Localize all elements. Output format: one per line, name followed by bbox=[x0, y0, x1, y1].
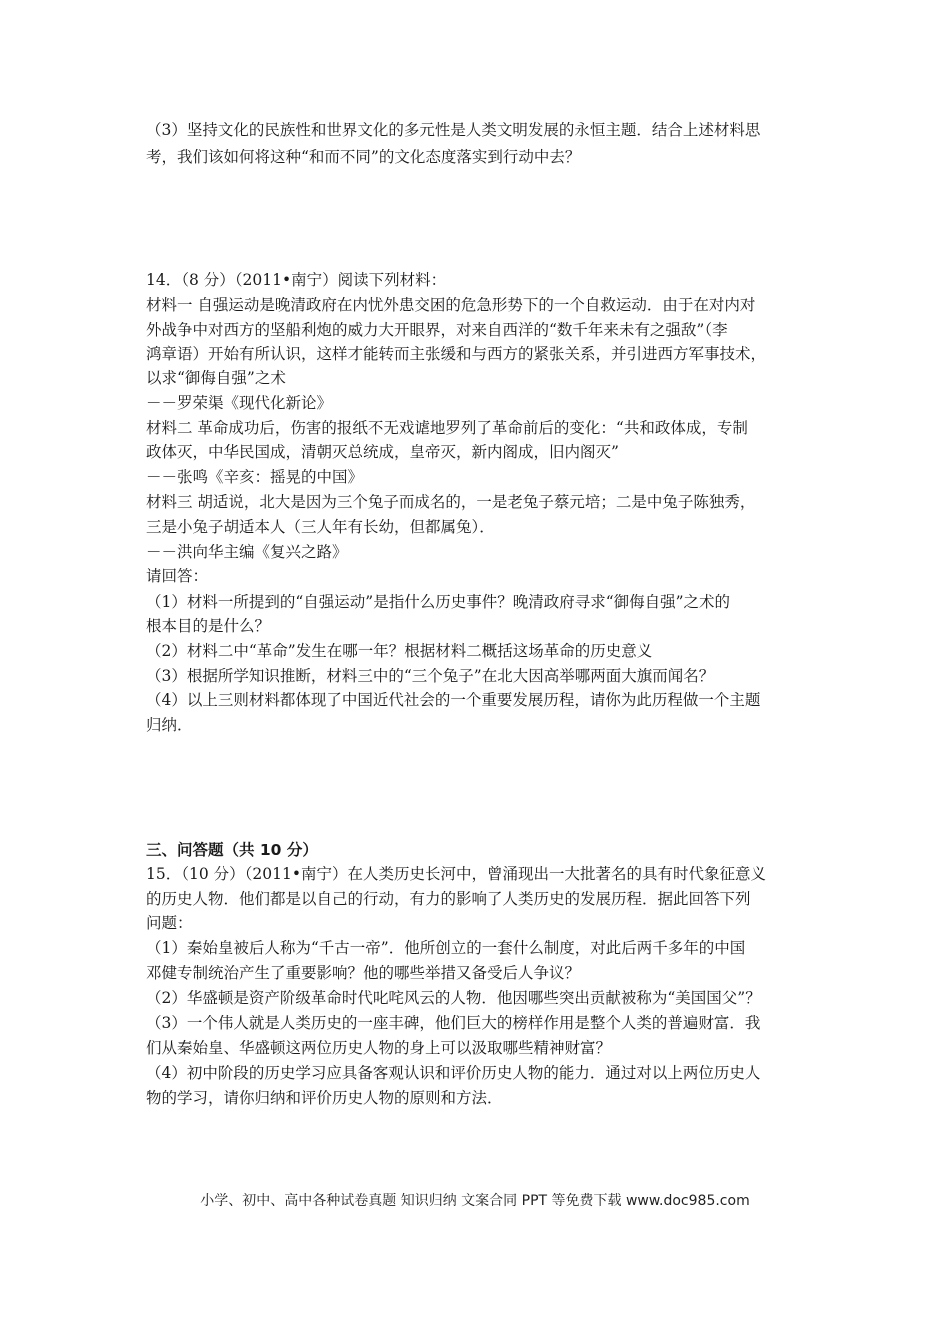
q14-material1-line1: 材料一 自强运动是晚清政府在内忧外患交困的危急形势下的一个自救运动．由于在对内对 bbox=[146, 296, 756, 314]
q13-part3-line2: 考，我们该如何将这种“和而不同”的文化态度落实到行动中去？ bbox=[146, 148, 581, 166]
q13-part3-line1: （3）坚持文化的民族性和世界文化的多元性是人类文明发展的永恒主题．结合上述材料思 bbox=[146, 121, 761, 139]
q14-material1-line4: 以求“御侮自强”之术 bbox=[146, 369, 286, 387]
q14-header: 14．（8 分）（2011•南宁）阅读下列材料： bbox=[146, 271, 447, 289]
q15-q1-line2: 邓健专制统治产生了重要影响？他的哪些举措又备受后人争议？ bbox=[146, 964, 581, 982]
q14-q4-line2: 归纳． bbox=[146, 716, 193, 734]
q15-line1: 15．（10 分）（2011•南宁）在人类历史长河中，曾涌现出一大批著名的具有时代象征意义 bbox=[146, 865, 766, 883]
page-footer: 小学、初中、高中各种试卷真题 知识归纳 文案合同 PPT 等免费下载 www.doc985.com bbox=[200, 1193, 750, 1209]
q15-q4-line2: 物的学习，请你归纳和评价历史人物的原则和方法． bbox=[146, 1089, 503, 1107]
q14-q1-line1: （1）材料一所提到的“自强运动”是指什么历史事件？晚清政府寻求“御侮自强”之术的 bbox=[146, 593, 731, 611]
q14-material3-line1: 材料三 胡适说，北大是因为三个兔子而成名的，一是老兔子蔡元培；二是中兔子陈独秀， bbox=[146, 493, 756, 511]
q14-ask: 请回答： bbox=[146, 567, 209, 585]
q15-line3: 问题： bbox=[146, 914, 193, 932]
q15-line2: 的历史人物．他们都是以自己的行动，有力的影响了人类历史的发展历程．据此回答下列 bbox=[146, 890, 751, 908]
section3-title: 三、问答题（共 10 分） bbox=[146, 841, 318, 859]
q14-material3-line2: 三是小兔子胡适本人（三人年有长幼，但都属兔）． bbox=[146, 518, 495, 536]
q14-q3: （3）根据所学知识推断，材料三中的“三个兔子”在北大因高举哪两面大旗而闻名？ bbox=[146, 667, 715, 685]
q14-material2-line2: 政体灭，中华民国成，清朝灭总统成，皇帝灭，新内阁成，旧内阁灭” bbox=[146, 443, 619, 461]
q15-q1-line1: （1）秦始皇被后人称为“千古一帝”．他所创立的一套什么制度，对此后两千多年的中国 bbox=[146, 939, 746, 957]
q15-q4-line1: （4）初中阶段的历史学习应具备客观认识和评价历史人物的能力．通过对以上两位历史人 bbox=[146, 1064, 761, 1082]
q14-material1-line3: 鸿章语）开始有所认识，这样才能转而主张缓和与西方的紧张关系，并引进西方军事技术， bbox=[146, 345, 767, 363]
q14-material3-source: －－洪向华主编《复兴之路》 bbox=[146, 543, 348, 561]
q14-material1-line2: 外战争中对西方的坚船利炮的威力大开眼界，对来自西洋的“数千年来未有之强敌”（李 bbox=[146, 321, 728, 339]
q15-q3-line1: （3）一个伟人就是人类历史的一座丰碑，他们巨大的榜样作用是整个人类的普遍财富．我 bbox=[146, 1014, 761, 1032]
q14-material1-source: －－罗荣渠《现代化新论》 bbox=[146, 394, 333, 412]
q15-q3-line2: 们从秦始皇、华盛顿这两位历史人物的身上可以汲取哪些精神财富？ bbox=[146, 1039, 612, 1057]
q14-q2: （2）材料二中“革命”发生在哪一年？根据材料二概括这场革命的历史意义 bbox=[146, 642, 653, 660]
q14-material2-source: －－张鸣《辛亥：摇晃的中国》 bbox=[146, 468, 364, 486]
q15-q2: （2）华盛顿是资产阶级革命时代叱咤风云的人物．他因哪些突出贡献被称为“美国国父”？ bbox=[146, 989, 761, 1007]
q14-q1-line2: 根本目的是什么？ bbox=[146, 617, 271, 635]
q14-q4-line1: （4）以上三则材料都体现了中国近代社会的一个重要发展历程，请你为此历程做一个主题 bbox=[146, 691, 761, 709]
q14-material2-line1: 材料二 革命成功后，伤害的报纸不无戏谑地罗列了革命前后的变化：“共和政体成，专制 bbox=[146, 419, 748, 437]
